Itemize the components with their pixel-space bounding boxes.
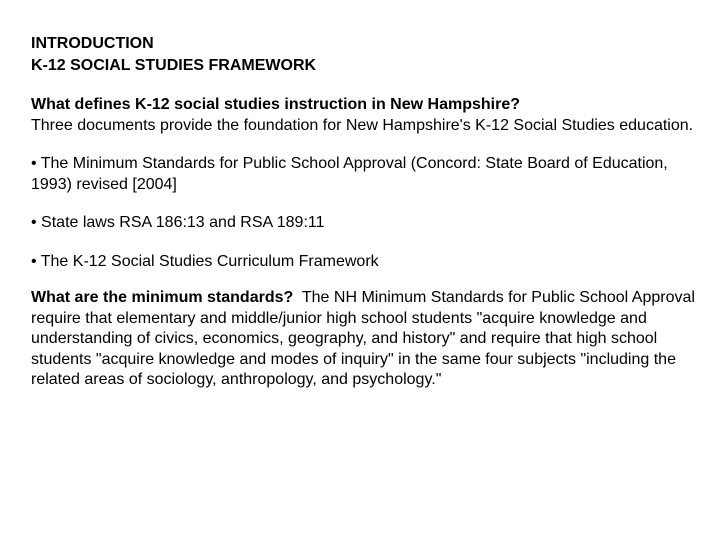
heading-introduction: INTRODUCTION	[31, 35, 154, 52]
bullet-minimum-standards: • The Minimum Standards for Public School Approval (Concord: State Board of Education, 1993) revised [2004]	[31, 155, 668, 193]
bullet-curriculum-framework: • The K-12 Social Studies Curriculum Framework	[31, 252, 379, 270]
bullet-state-laws: • State laws RSA 186:13 and RSA 189:11	[31, 214, 325, 231]
question-defines-instruction	[31, 95, 703, 116]
question-minimum-standards: What are the minimum standards?	[31, 289, 294, 306]
question-text: What defines K-12 social studies instruction in New Hampshire?	[31, 96, 520, 113]
answer-three-documents: Three documents provide the foundation for New Hampshire's K-12 Social Studies education.	[31, 116, 694, 134]
minimum-standards-paragraph	[31, 288, 703, 391]
heading-framework-title: K-12 SOCIAL STUDIES FRAMEWORK	[31, 57, 317, 74]
document-page	[31, 33, 703, 391]
minimum-standards-text: The NH Minimum Standards for Public School Approval require that elementary and middle/junior high school students "acquire knowledge and understanding of civics, economics, geography, and history" and require that high school students "acquire knowledge and modes of inquiry" in the same four subjects "including the related areas of sociology, anthropology, and psychology."	[31, 289, 700, 388]
